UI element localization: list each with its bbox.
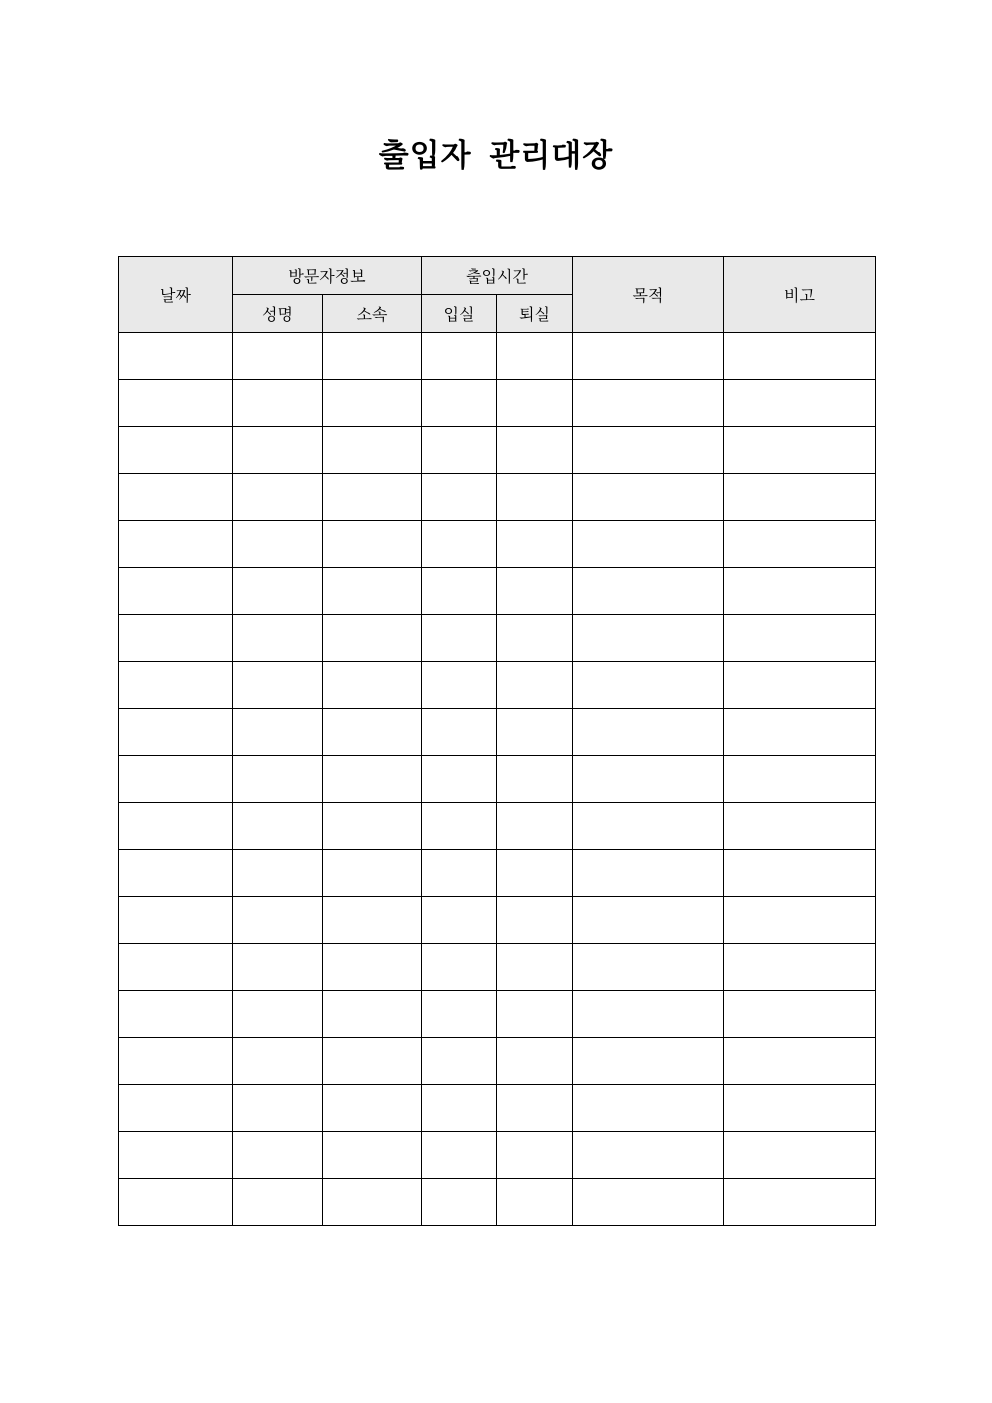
- cell-remarks[interactable]: [724, 1038, 876, 1085]
- cell-affiliation[interactable]: [323, 521, 422, 568]
- cell-purpose[interactable]: [573, 944, 724, 991]
- table-row: [119, 850, 876, 897]
- header-purpose: 목적: [573, 257, 724, 333]
- page-title: 출입자 관리대장: [378, 138, 614, 174]
- cell-purpose[interactable]: [573, 1085, 724, 1132]
- cell-exit[interactable]: [497, 850, 573, 897]
- cell-purpose[interactable]: [573, 850, 724, 897]
- cell-date[interactable]: [119, 944, 233, 991]
- cell-purpose[interactable]: [573, 1179, 724, 1226]
- table-body: [119, 333, 876, 1226]
- table-header: [119, 257, 876, 333]
- header-access-time: 출입시간: [422, 257, 573, 295]
- cell-exit[interactable]: [497, 1179, 573, 1226]
- header-entry: 입실: [422, 295, 497, 333]
- cell-purpose[interactable]: [573, 709, 724, 756]
- cell-remarks[interactable]: [724, 709, 876, 756]
- cell-name[interactable]: [233, 850, 323, 897]
- cell-exit[interactable]: [497, 1132, 573, 1179]
- cell-affiliation[interactable]: [323, 380, 422, 427]
- cell-entry[interactable]: [422, 944, 497, 991]
- cell-name[interactable]: [233, 897, 323, 944]
- cell-remarks[interactable]: [724, 850, 876, 897]
- table-row: [119, 803, 876, 850]
- cell-purpose[interactable]: [573, 474, 724, 521]
- cell-entry[interactable]: [422, 662, 497, 709]
- cell-entry[interactable]: [422, 803, 497, 850]
- table-row: [119, 568, 876, 615]
- cell-entry[interactable]: [422, 568, 497, 615]
- table-row: [119, 662, 876, 709]
- header-name: 성명: [233, 295, 323, 333]
- cell-remarks[interactable]: [724, 380, 876, 427]
- cell-remarks[interactable]: [724, 1132, 876, 1179]
- cell-purpose[interactable]: [573, 897, 724, 944]
- cell-affiliation[interactable]: [323, 1179, 422, 1226]
- header-affiliation: 소속: [323, 295, 422, 333]
- cell-affiliation[interactable]: [323, 756, 422, 803]
- cell-date[interactable]: [119, 850, 233, 897]
- table-row: [119, 1179, 876, 1226]
- cell-date[interactable]: [119, 1132, 233, 1179]
- cell-date[interactable]: [119, 380, 233, 427]
- cell-exit[interactable]: [497, 1038, 573, 1085]
- cell-name[interactable]: [233, 1085, 323, 1132]
- cell-purpose[interactable]: [573, 568, 724, 615]
- cell-exit[interactable]: [497, 897, 573, 944]
- cell-purpose[interactable]: [573, 662, 724, 709]
- cell-entry[interactable]: [422, 1085, 497, 1132]
- cell-exit[interactable]: [497, 662, 573, 709]
- cell-date[interactable]: [119, 803, 233, 850]
- cell-entry[interactable]: [422, 709, 497, 756]
- header-exit: 퇴실: [497, 295, 573, 333]
- cell-remarks[interactable]: [724, 756, 876, 803]
- cell-purpose[interactable]: [573, 427, 724, 474]
- cell-affiliation[interactable]: [323, 850, 422, 897]
- cell-exit[interactable]: [497, 991, 573, 1038]
- cell-exit[interactable]: [497, 521, 573, 568]
- cell-entry[interactable]: [422, 850, 497, 897]
- cell-remarks[interactable]: [724, 803, 876, 850]
- cell-name[interactable]: [233, 709, 323, 756]
- table-row: [119, 756, 876, 803]
- cell-affiliation[interactable]: [323, 1132, 422, 1179]
- cell-affiliation[interactable]: [323, 991, 422, 1038]
- header-visitor-info: 방문자정보: [233, 257, 422, 295]
- cell-entry[interactable]: [422, 474, 497, 521]
- cell-name[interactable]: [233, 1132, 323, 1179]
- cell-entry[interactable]: [422, 380, 497, 427]
- cell-entry[interactable]: [422, 756, 497, 803]
- cell-exit[interactable]: [497, 474, 573, 521]
- cell-date[interactable]: [119, 474, 233, 521]
- cell-date[interactable]: [119, 568, 233, 615]
- cell-remarks[interactable]: [724, 662, 876, 709]
- cell-purpose[interactable]: [573, 380, 724, 427]
- cell-affiliation[interactable]: [323, 427, 422, 474]
- cell-entry[interactable]: [422, 615, 497, 662]
- cell-date[interactable]: [119, 991, 233, 1038]
- table-row: [119, 991, 876, 1038]
- cell-entry[interactable]: [422, 1132, 497, 1179]
- cell-name[interactable]: [233, 427, 323, 474]
- cell-exit[interactable]: [497, 709, 573, 756]
- cell-date[interactable]: [119, 521, 233, 568]
- table-row: [119, 615, 876, 662]
- cell-affiliation[interactable]: [323, 803, 422, 850]
- cell-exit[interactable]: [497, 615, 573, 662]
- cell-remarks[interactable]: [724, 944, 876, 991]
- cell-affiliation[interactable]: [323, 615, 422, 662]
- cell-exit[interactable]: [497, 944, 573, 991]
- cell-exit[interactable]: [497, 380, 573, 427]
- header-row-top: [119, 257, 876, 295]
- cell-exit[interactable]: [497, 568, 573, 615]
- cell-entry[interactable]: [422, 897, 497, 944]
- cell-date[interactable]: [119, 709, 233, 756]
- table-row: [119, 897, 876, 944]
- cell-date[interactable]: [119, 662, 233, 709]
- cell-affiliation[interactable]: [323, 568, 422, 615]
- cell-remarks[interactable]: [724, 568, 876, 615]
- cell-name[interactable]: [233, 615, 323, 662]
- cell-name[interactable]: [233, 333, 323, 380]
- cell-remarks[interactable]: [724, 1179, 876, 1226]
- cell-affiliation[interactable]: [323, 709, 422, 756]
- table-row: [119, 1132, 876, 1179]
- cell-exit[interactable]: [497, 333, 573, 380]
- cell-purpose[interactable]: [573, 521, 724, 568]
- cell-exit[interactable]: [497, 427, 573, 474]
- cell-entry[interactable]: [422, 1038, 497, 1085]
- cell-name[interactable]: [233, 1179, 323, 1226]
- cell-name[interactable]: [233, 662, 323, 709]
- cell-affiliation[interactable]: [323, 333, 422, 380]
- cell-date[interactable]: [119, 897, 233, 944]
- cell-date[interactable]: [119, 333, 233, 380]
- cell-entry[interactable]: [422, 333, 497, 380]
- cell-date[interactable]: [119, 1085, 233, 1132]
- table-row: [119, 1085, 876, 1132]
- cell-remarks[interactable]: [724, 897, 876, 944]
- table-row: [119, 380, 876, 427]
- cell-remarks[interactable]: [724, 1085, 876, 1132]
- cell-exit[interactable]: [497, 756, 573, 803]
- cell-entry[interactable]: [422, 1179, 497, 1226]
- table-row: [119, 944, 876, 991]
- table-row: [119, 333, 876, 380]
- cell-name[interactable]: [233, 944, 323, 991]
- cell-remarks[interactable]: [724, 333, 876, 380]
- cell-affiliation[interactable]: [323, 1038, 422, 1085]
- cell-affiliation[interactable]: [323, 662, 422, 709]
- visitor-ledger-table: [118, 256, 876, 1226]
- cell-date[interactable]: [119, 427, 233, 474]
- table-row: [119, 1038, 876, 1085]
- cell-affiliation[interactable]: [323, 897, 422, 944]
- cell-date[interactable]: [119, 1038, 233, 1085]
- cell-affiliation[interactable]: [323, 474, 422, 521]
- cell-purpose[interactable]: [573, 333, 724, 380]
- cell-name[interactable]: [233, 380, 323, 427]
- table-row: [119, 474, 876, 521]
- cell-remarks[interactable]: [724, 615, 876, 662]
- cell-purpose[interactable]: [573, 803, 724, 850]
- cell-entry[interactable]: [422, 521, 497, 568]
- cell-date[interactable]: [119, 1179, 233, 1226]
- cell-exit[interactable]: [497, 803, 573, 850]
- table-row: [119, 709, 876, 756]
- cell-date[interactable]: [119, 756, 233, 803]
- cell-name[interactable]: [233, 1038, 323, 1085]
- cell-entry[interactable]: [422, 427, 497, 474]
- header-date: 날짜: [119, 257, 233, 333]
- cell-name[interactable]: [233, 474, 323, 521]
- cell-name[interactable]: [233, 803, 323, 850]
- cell-purpose[interactable]: [573, 756, 724, 803]
- cell-name[interactable]: [233, 521, 323, 568]
- cell-purpose[interactable]: [573, 615, 724, 662]
- cell-entry[interactable]: [422, 991, 497, 1038]
- table-row: [119, 521, 876, 568]
- cell-purpose[interactable]: [573, 991, 724, 1038]
- cell-name[interactable]: [233, 991, 323, 1038]
- cell-purpose[interactable]: [573, 1132, 724, 1179]
- cell-remarks[interactable]: [724, 521, 876, 568]
- cell-exit[interactable]: [497, 1085, 573, 1132]
- cell-affiliation[interactable]: [323, 1085, 422, 1132]
- cell-remarks[interactable]: [724, 474, 876, 521]
- cell-remarks[interactable]: [724, 427, 876, 474]
- cell-name[interactable]: [233, 756, 323, 803]
- header-remarks: 비고: [724, 257, 876, 333]
- cell-purpose[interactable]: [573, 1038, 724, 1085]
- cell-name[interactable]: [233, 568, 323, 615]
- cell-remarks[interactable]: [724, 991, 876, 1038]
- table-row: [119, 427, 876, 474]
- cell-date[interactable]: [119, 615, 233, 662]
- cell-affiliation[interactable]: [323, 944, 422, 991]
